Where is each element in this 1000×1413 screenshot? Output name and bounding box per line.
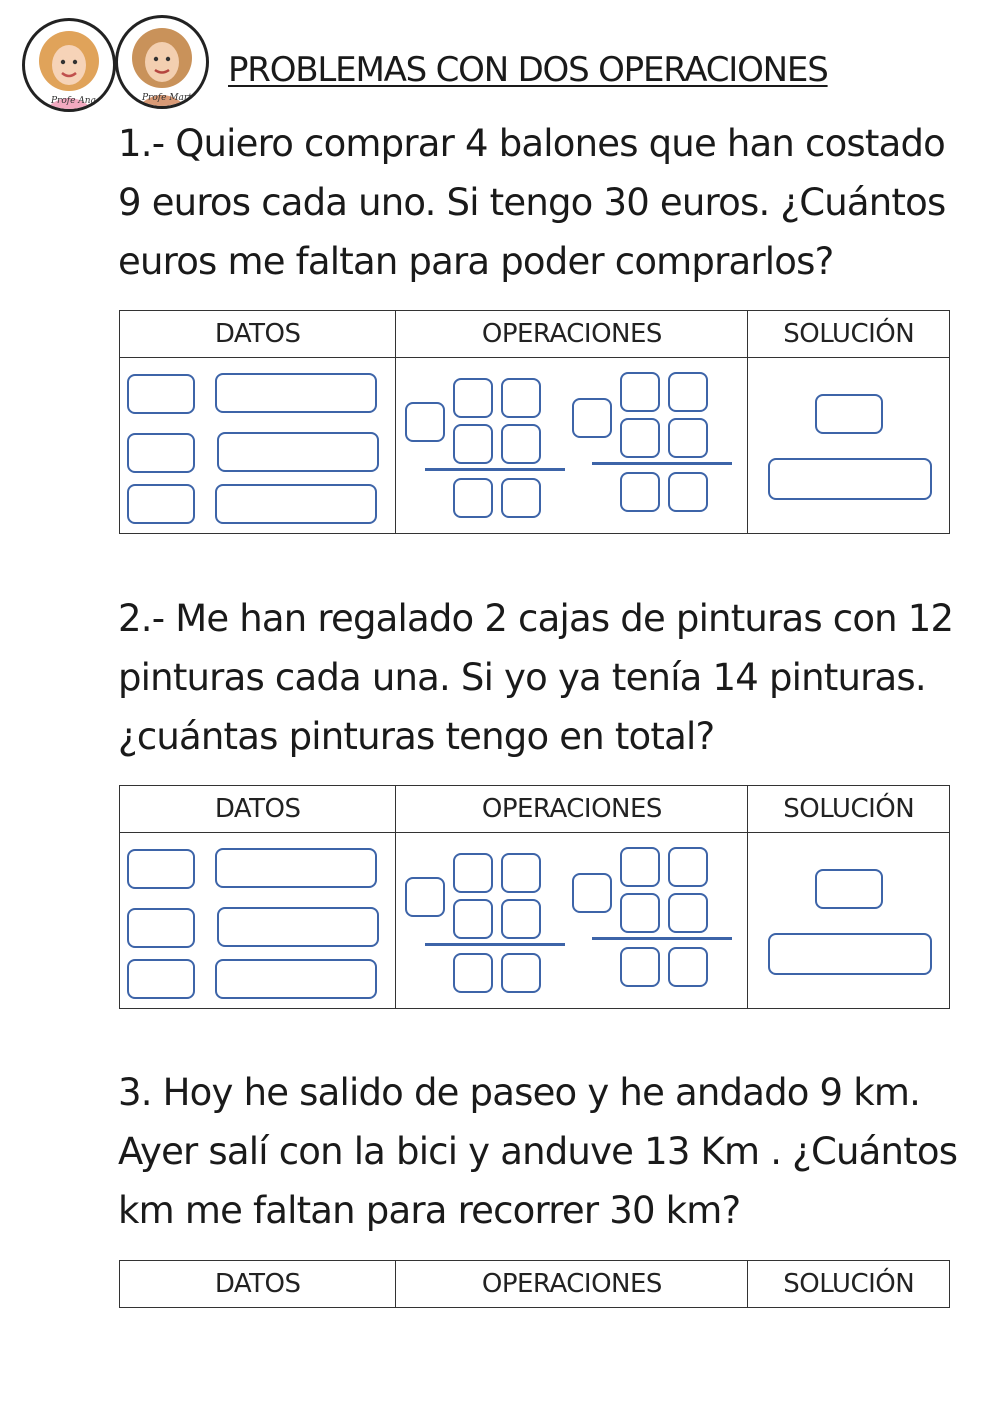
header-operaciones: OPERACIONES bbox=[396, 311, 748, 357]
problem-line: 1.- Quiero comprar 4 balones que han costado bbox=[118, 122, 945, 165]
datos-cell bbox=[120, 833, 396, 1008]
problem-line: Ayer salí con la bici y anduve 13 Km . ¿Cuántos bbox=[118, 1130, 958, 1173]
operation-sign-box[interactable] bbox=[405, 877, 445, 917]
datos-text-box[interactable] bbox=[217, 907, 379, 947]
operation-sign-box[interactable] bbox=[405, 402, 445, 442]
avatar-profe-marta bbox=[115, 15, 209, 109]
page-title: PROBLEMAS CON DOS OPERACIONES bbox=[228, 50, 828, 90]
digit-box[interactable] bbox=[501, 899, 541, 939]
digit-box[interactable] bbox=[620, 372, 660, 412]
digit-box[interactable] bbox=[453, 899, 493, 939]
problem-line: euros me faltan para poder comprarlos? bbox=[118, 240, 834, 283]
result-digit-box[interactable] bbox=[453, 953, 493, 993]
header-datos: DATOS bbox=[120, 786, 396, 832]
header-solucion: SOLUCIÓN bbox=[783, 794, 915, 824]
header-datos: DATOS bbox=[120, 1261, 396, 1307]
avatar-profe-ana bbox=[22, 18, 116, 112]
header-solucion: SOLUCIÓN bbox=[783, 1269, 915, 1299]
digit-box[interactable] bbox=[620, 893, 660, 933]
digit-box[interactable] bbox=[453, 853, 493, 893]
result-digit-box[interactable] bbox=[501, 478, 541, 518]
svg-text:Profe Marta: Profe Marta bbox=[142, 93, 198, 103]
result-digit-box[interactable] bbox=[453, 478, 493, 518]
datos-number-box[interactable] bbox=[127, 908, 195, 948]
datos-text-box[interactable] bbox=[217, 432, 379, 472]
digit-box[interactable] bbox=[501, 378, 541, 418]
result-digit-box[interactable] bbox=[668, 947, 708, 987]
digit-box[interactable] bbox=[501, 853, 541, 893]
digit-box[interactable] bbox=[501, 424, 541, 464]
datos-text-box[interactable] bbox=[215, 959, 377, 999]
result-digit-box[interactable] bbox=[668, 472, 708, 512]
datos-number-box[interactable] bbox=[127, 484, 195, 524]
datos-number-box[interactable] bbox=[127, 433, 195, 473]
problem-line: 3. Hoy he salido de paseo y he andado 9 km. bbox=[118, 1071, 921, 1114]
digit-box[interactable] bbox=[453, 424, 493, 464]
digit-box[interactable] bbox=[668, 847, 708, 887]
digit-box[interactable] bbox=[453, 378, 493, 418]
result-digit-box[interactable] bbox=[620, 947, 660, 987]
problem-2-text bbox=[118, 589, 958, 766]
datos-text-box[interactable] bbox=[215, 848, 377, 888]
operation-line bbox=[425, 943, 565, 946]
datos-number-box[interactable] bbox=[127, 849, 195, 889]
operation-sign-box[interactable] bbox=[572, 873, 612, 913]
result-digit-box[interactable] bbox=[501, 953, 541, 993]
solucion-cell bbox=[748, 833, 949, 1008]
datos-text-box[interactable] bbox=[215, 484, 377, 524]
datos-number-box[interactable] bbox=[127, 374, 195, 414]
digit-box[interactable] bbox=[668, 418, 708, 458]
solution-text-box[interactable] bbox=[768, 458, 932, 500]
header-operaciones: OPERACIONES bbox=[396, 786, 748, 832]
result-digit-box[interactable] bbox=[620, 472, 660, 512]
digit-box[interactable] bbox=[620, 847, 660, 887]
solution-text-box[interactable] bbox=[768, 933, 932, 975]
digit-box[interactable] bbox=[668, 372, 708, 412]
header-datos: DATOS bbox=[120, 311, 396, 357]
problem-line: 2.- Me han regalado 2 cajas de pinturas con 12 bbox=[118, 597, 954, 640]
solution-number-box[interactable] bbox=[815, 869, 883, 909]
problem-line: km me faltan para recorrer 30 km? bbox=[118, 1189, 741, 1232]
problem-1-text bbox=[118, 114, 958, 291]
operation-line bbox=[425, 468, 565, 471]
digit-box[interactable] bbox=[668, 893, 708, 933]
problem-line: 9 euros cada uno. Si tengo 30 euros. ¿Cuántos bbox=[118, 181, 946, 224]
solution-number-box[interactable] bbox=[815, 394, 883, 434]
problem-2-table bbox=[119, 785, 950, 1009]
digit-box[interactable] bbox=[620, 418, 660, 458]
datos-text-box[interactable] bbox=[215, 373, 377, 413]
operation-line bbox=[592, 462, 732, 465]
problem-3-text bbox=[118, 1063, 958, 1240]
solucion-cell bbox=[748, 358, 949, 533]
header-operaciones: OPERACIONES bbox=[396, 1261, 748, 1307]
header-solucion: SOLUCIÓN bbox=[783, 319, 915, 349]
datos-cell bbox=[120, 358, 396, 533]
datos-number-box[interactable] bbox=[127, 959, 195, 999]
operaciones-cell bbox=[396, 358, 748, 533]
operaciones-cell bbox=[396, 833, 748, 1008]
operation-sign-box[interactable] bbox=[572, 398, 612, 438]
problem-3-table bbox=[119, 1260, 950, 1308]
problem-1-table bbox=[119, 310, 950, 534]
problem-line: ¿cuántas pinturas tengo en total? bbox=[118, 715, 715, 758]
svg-text:Profe Ana: Profe Ana bbox=[51, 96, 96, 106]
operation-line bbox=[592, 937, 732, 940]
problem-line: pinturas cada una. Si yo ya tenía 14 pinturas. bbox=[118, 656, 926, 699]
